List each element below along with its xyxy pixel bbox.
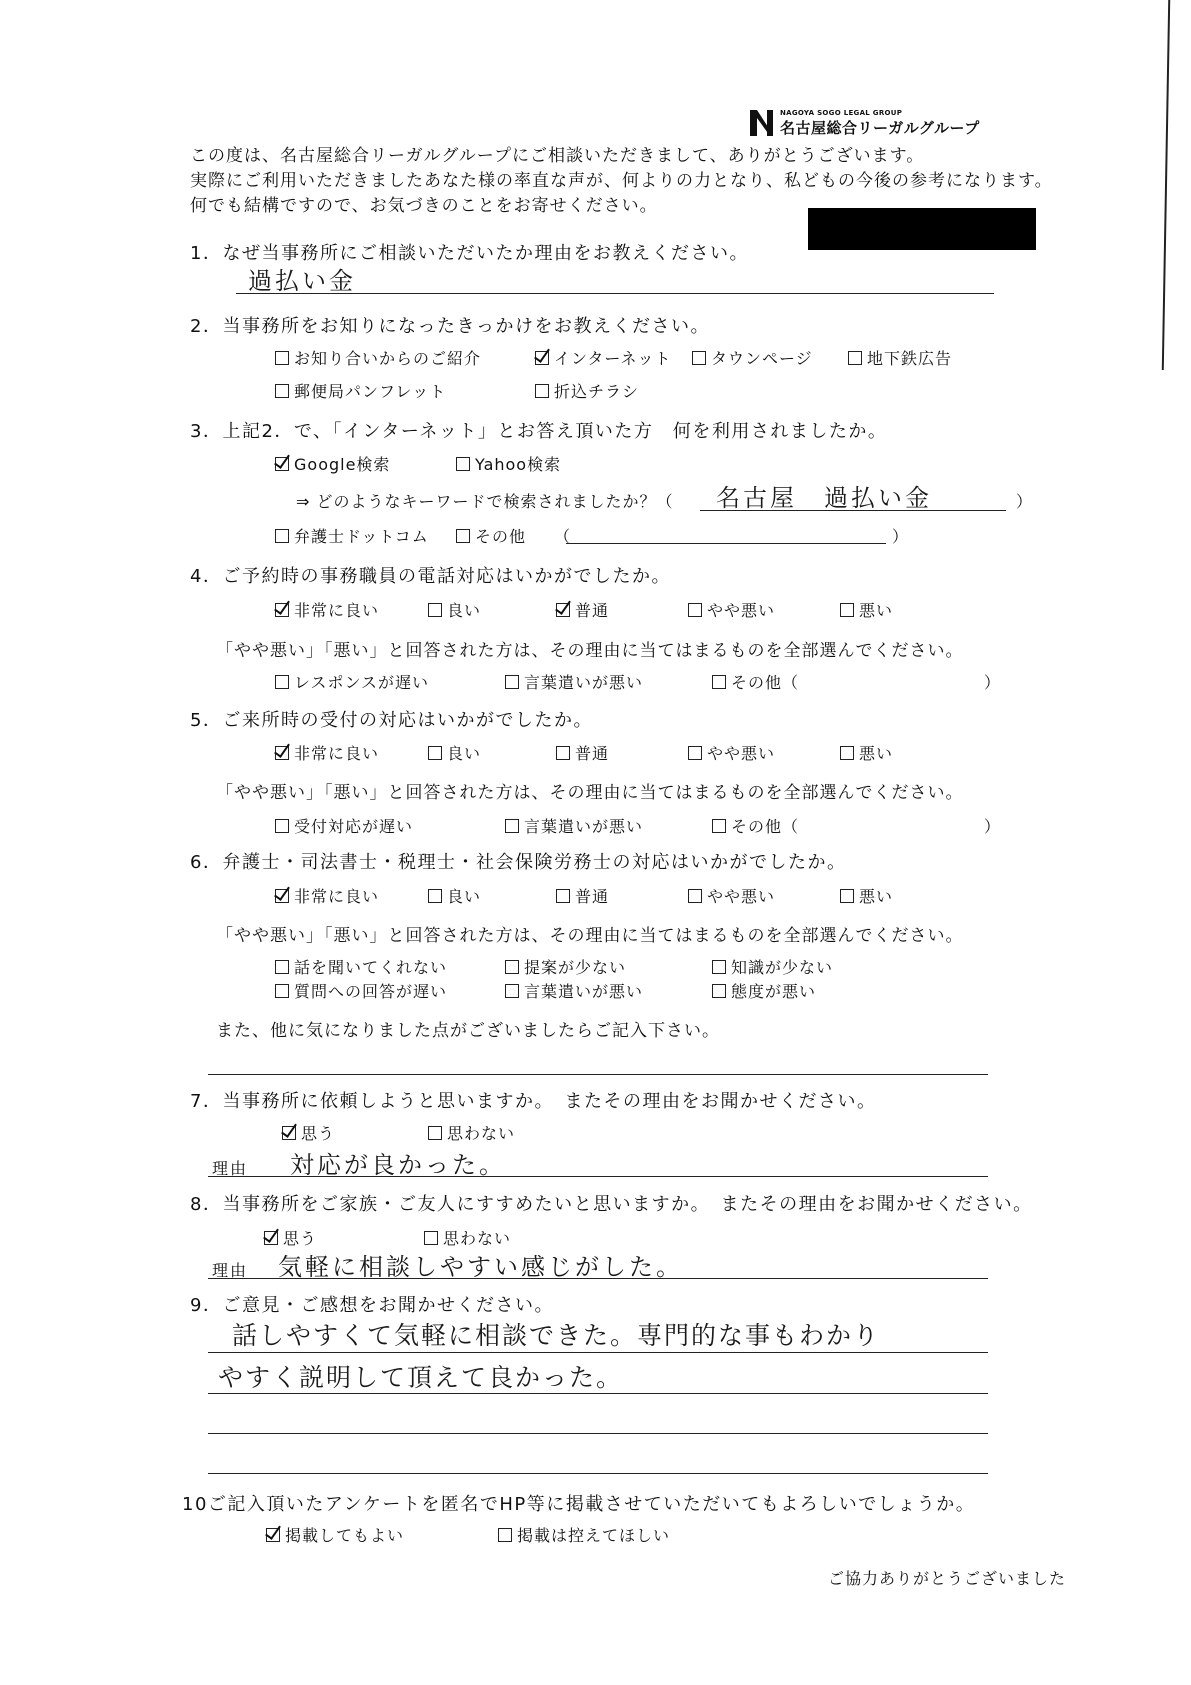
q3-keyword-prompt: ⇒ どのようなキーワードで検索されましたか？（ [296, 492, 674, 511]
q7-checkbox-yes[interactable] [282, 1126, 296, 1140]
q10-option-allow[interactable]: 掲載してもよい [266, 1523, 404, 1546]
q2-checkbox-post-office[interactable] [275, 384, 289, 398]
q4-checkbox-good[interactable] [428, 603, 442, 617]
q7-checkbox-no[interactable] [428, 1126, 442, 1140]
q6-checkbox-good[interactable] [428, 889, 442, 903]
logo-ja: 名古屋総合リーガルグループ [780, 118, 980, 137]
q6-note: また、他に気になりました点がございましたらご記入下さい。 [216, 1021, 720, 1041]
q2-title: 2．当事務所をお知りになったきっかけをお教えください。 [190, 316, 710, 337]
q6-checkbox-average[interactable] [556, 889, 570, 903]
q3-option-google[interactable]: Google検索 [275, 452, 390, 475]
logo [748, 108, 980, 138]
q8-reason-line [208, 1278, 988, 1279]
q5-checkbox-bad[interactable] [840, 746, 854, 760]
q7-option-yes[interactable]: 思う [282, 1121, 335, 1144]
q6-checkbox-slow-answer[interactable] [275, 984, 289, 998]
q7-title: 7．当事務所に依頼しようと思いますか。 またその理由をお聞かせください。 [190, 1091, 877, 1112]
q3-title: 3．上記2．で、「インターネット」とお答え頂いた方 何を利用されましたか。 [190, 421, 888, 442]
q5-checkbox-excellent[interactable] [275, 746, 289, 760]
q7-option-no[interactable]: 思わない [428, 1121, 515, 1144]
q5-followup: 「やや悪い」「悪い」と回答された方は、その理由に当てはまるものを全部選んでください。 [216, 783, 964, 803]
q5-rating-excellent[interactable]: 非常に良い [275, 741, 379, 764]
q9-rule-3 [208, 1433, 988, 1434]
q6-rating-somewhat-bad[interactable]: やや悪い [688, 884, 775, 907]
q6-reason-slow-answer[interactable]: 質問への回答が遅い [275, 979, 447, 1002]
q3-option-yahoo[interactable]: Yahoo検索 [456, 452, 561, 475]
q4-rating-somewhat-bad[interactable]: やや悪い [688, 598, 775, 621]
q3-checkbox-yahoo[interactable] [456, 457, 470, 471]
q10-checkbox-allow[interactable] [266, 1528, 280, 1542]
q5-checkbox-other[interactable] [712, 819, 726, 833]
q2-option-internet[interactable]: インターネット [535, 346, 672, 369]
logo-mark-icon [748, 108, 776, 138]
q5-checkbox-somewhat-bad[interactable] [688, 746, 702, 760]
q7-reason-line [208, 1176, 988, 1177]
intro-line-2: 実際にご利用いただきましたあなた様の率直な声が、何よりの力となり、私どもの今後の参考になります。 [190, 171, 1053, 191]
q4-checkbox-somewhat-bad[interactable] [688, 603, 702, 617]
q5-rating-somewhat-bad[interactable]: やや悪い [688, 741, 775, 764]
q9-answer-line-1: 話しやすくて気軽に相談できた。専門的な事もわかり [232, 1321, 881, 1350]
q6-checkbox-little-knowledge[interactable] [712, 960, 726, 974]
q5-checkbox-good[interactable] [428, 746, 442, 760]
q4-checkbox-bad[interactable] [840, 603, 854, 617]
q8-checkbox-yes[interactable] [264, 1231, 278, 1245]
q6-checkbox-attitude[interactable] [712, 984, 726, 998]
q6-rating-good[interactable]: 良い [428, 884, 481, 907]
q1-title: 1．なぜ当事務所にご相談いただいたか理由をお教えください。 [190, 243, 749, 264]
q2-option-subway-ad[interactable]: 地下鉄広告 [848, 346, 952, 369]
q5-other-close: ） [984, 817, 1001, 836]
q3-keyword-close: ） [1016, 492, 1033, 511]
q4-checkbox-slow[interactable] [275, 675, 289, 689]
q6-checkbox-somewhat-bad[interactable] [688, 889, 702, 903]
q3-other-close: ） [892, 527, 909, 546]
q6-followup: 「やや悪い」「悪い」と回答された方は、その理由に当てはまるものを全部選んでください。 [216, 926, 964, 946]
q6-note-line[interactable] [208, 1074, 988, 1075]
q3-checkbox-google[interactable] [275, 457, 289, 471]
intro-line-3: 何でも結構ですので、お気づきのことをお寄せください。 [190, 196, 658, 216]
q4-reason-language[interactable]: 言葉遣いが悪い [505, 670, 643, 693]
q5-reason-other[interactable]: その他（ [712, 814, 799, 837]
q7-reason-label: 理由 [212, 1159, 249, 1178]
q6-rating-average[interactable]: 普通 [556, 884, 609, 907]
q4-rating-average[interactable]: 普通 [556, 598, 609, 621]
q6-rating-bad[interactable]: 悪い [840, 884, 893, 907]
q6-reason-not-listening[interactable]: 話を聞いてくれない [275, 955, 447, 978]
q9-rule-4 [208, 1473, 988, 1474]
q5-checkbox-slow[interactable] [275, 819, 289, 833]
q2-checkbox-flyer[interactable] [535, 384, 549, 398]
q2-checkbox-referral[interactable] [275, 351, 289, 365]
q3-option-bengoshi[interactable]: 弁護士ドットコム [275, 524, 429, 547]
q6-reason-language[interactable]: 言葉遣いが悪い [505, 979, 643, 1002]
q5-checkbox-language[interactable] [505, 819, 519, 833]
q6-checkbox-excellent[interactable] [275, 889, 289, 903]
q6-checkbox-language[interactable] [505, 984, 519, 998]
intro-line-1: この度は、名古屋総合リーガルグループにご相談いただきまして、ありがとうございます。 [190, 146, 925, 166]
q6-checkbox-bad[interactable] [840, 889, 854, 903]
q2-checkbox-subway-ad[interactable] [848, 351, 862, 365]
q2-checkbox-townpage[interactable] [692, 351, 706, 365]
q4-reason-slow[interactable]: レスポンスが遅い [275, 670, 429, 693]
scan-edge-line [1162, 0, 1170, 370]
q2-option-townpage[interactable]: タウンページ [692, 346, 813, 369]
q2-option-referral[interactable]: お知り合いからのご紹介 [275, 346, 481, 369]
q7-reason: 対応が良かった。 [290, 1151, 506, 1179]
q3-checkbox-bengoshi[interactable] [275, 529, 289, 543]
q4-checkbox-average[interactable] [556, 603, 570, 617]
q3-other-line[interactable] [566, 543, 886, 544]
q9-answer-line-2: やすく説明して頂えて良かった。 [218, 1363, 624, 1392]
q4-other-close: ） [984, 673, 1001, 692]
q4-rating-bad[interactable]: 悪い [840, 598, 893, 621]
q2-checkbox-internet[interactable] [535, 351, 549, 365]
q9-rule-1 [208, 1352, 988, 1353]
q6-reason-little-knowledge[interactable]: 知識が少ない [712, 955, 833, 978]
q5-reason-language[interactable]: 言葉遣いが悪い [505, 814, 643, 837]
q4-checkbox-other[interactable] [712, 675, 726, 689]
q3-checkbox-other[interactable] [456, 529, 470, 543]
footer-thanks: ご協力ありがとうございました [828, 1569, 1067, 1588]
q3-other-open: （ [554, 527, 571, 546]
q4-rating-good[interactable]: 良い [428, 598, 481, 621]
q6-reason-attitude[interactable]: 態度が悪い [712, 979, 816, 1002]
q2-option-post-office[interactable]: 郵便局パンフレット [275, 379, 446, 402]
q8-reason-label: 理由 [212, 1261, 249, 1280]
q6-reason-few-proposals[interactable]: 提案が少ない [505, 955, 626, 978]
q4-reason-other[interactable]: その他（ [712, 670, 799, 693]
q5-rating-good[interactable]: 良い [428, 741, 481, 764]
q8-title: 8．当事務所をご家族・ご友人にすすめたいと思いますか。 またその理由をお聞かせください。 [190, 1194, 1033, 1215]
q10-checkbox-decline[interactable] [498, 1528, 512, 1542]
q6-rating-excellent[interactable]: 非常に良い [275, 884, 379, 907]
q8-option-yes[interactable]: 思う [264, 1226, 317, 1249]
q5-rating-average[interactable]: 普通 [556, 741, 609, 764]
q9-rule-2 [208, 1393, 988, 1394]
q1-answer: 過払い金 [248, 267, 356, 295]
q6-checkbox-few-proposals[interactable] [505, 960, 519, 974]
redaction-block [808, 208, 1036, 250]
q8-checkbox-no[interactable] [424, 1231, 438, 1245]
logo-en: NAGOYA SOGO LEGAL GROUP [780, 108, 903, 117]
q1-answer-line [236, 293, 994, 294]
q3-keyword-answer: 名古屋 過払い金 [716, 484, 932, 512]
q5-checkbox-average[interactable] [556, 746, 570, 760]
q8-option-no[interactable]: 思わない [424, 1226, 511, 1249]
q10-title: 10ご記入頂いたアンケートを匿名でHP等に掲載させていただいてもよろしいでしょうか。 [182, 1494, 976, 1515]
q4-followup: 「やや悪い」「悪い」と回答された方は、その理由に当てはまるものを全部選んでください。 [216, 641, 964, 661]
q5-title: 5．ご来所時の受付の対応はいかがでしたか。 [190, 710, 593, 731]
q3-keyword-line [700, 510, 1006, 511]
q4-title: 4．ご予約時の事務職員の電話対応はいかがでしたか。 [190, 566, 671, 587]
q5-rating-bad[interactable]: 悪い [840, 741, 893, 764]
q2-option-flyer[interactable]: 折込チラシ [535, 379, 639, 402]
q8-reason: 気軽に相談しやすい感じがした。 [278, 1253, 683, 1281]
q5-reason-slow[interactable]: 受付対応が遅い [275, 814, 413, 837]
q3-option-other[interactable]: その他 [456, 524, 526, 547]
q4-checkbox-excellent[interactable] [275, 603, 289, 617]
q6-title: 6．弁護士・司法書士・税理士・社会保険労務士の対応はいかがでしたか。 [190, 852, 847, 873]
q4-checkbox-language[interactable] [505, 675, 519, 689]
q9-title: 9．ご意見・ご感想をお聞かせください。 [190, 1295, 554, 1316]
q6-checkbox-not-listening[interactable] [275, 960, 289, 974]
q10-option-decline[interactable]: 掲載は控えてほしい [498, 1523, 670, 1546]
q4-rating-excellent[interactable]: 非常に良い [275, 598, 379, 621]
